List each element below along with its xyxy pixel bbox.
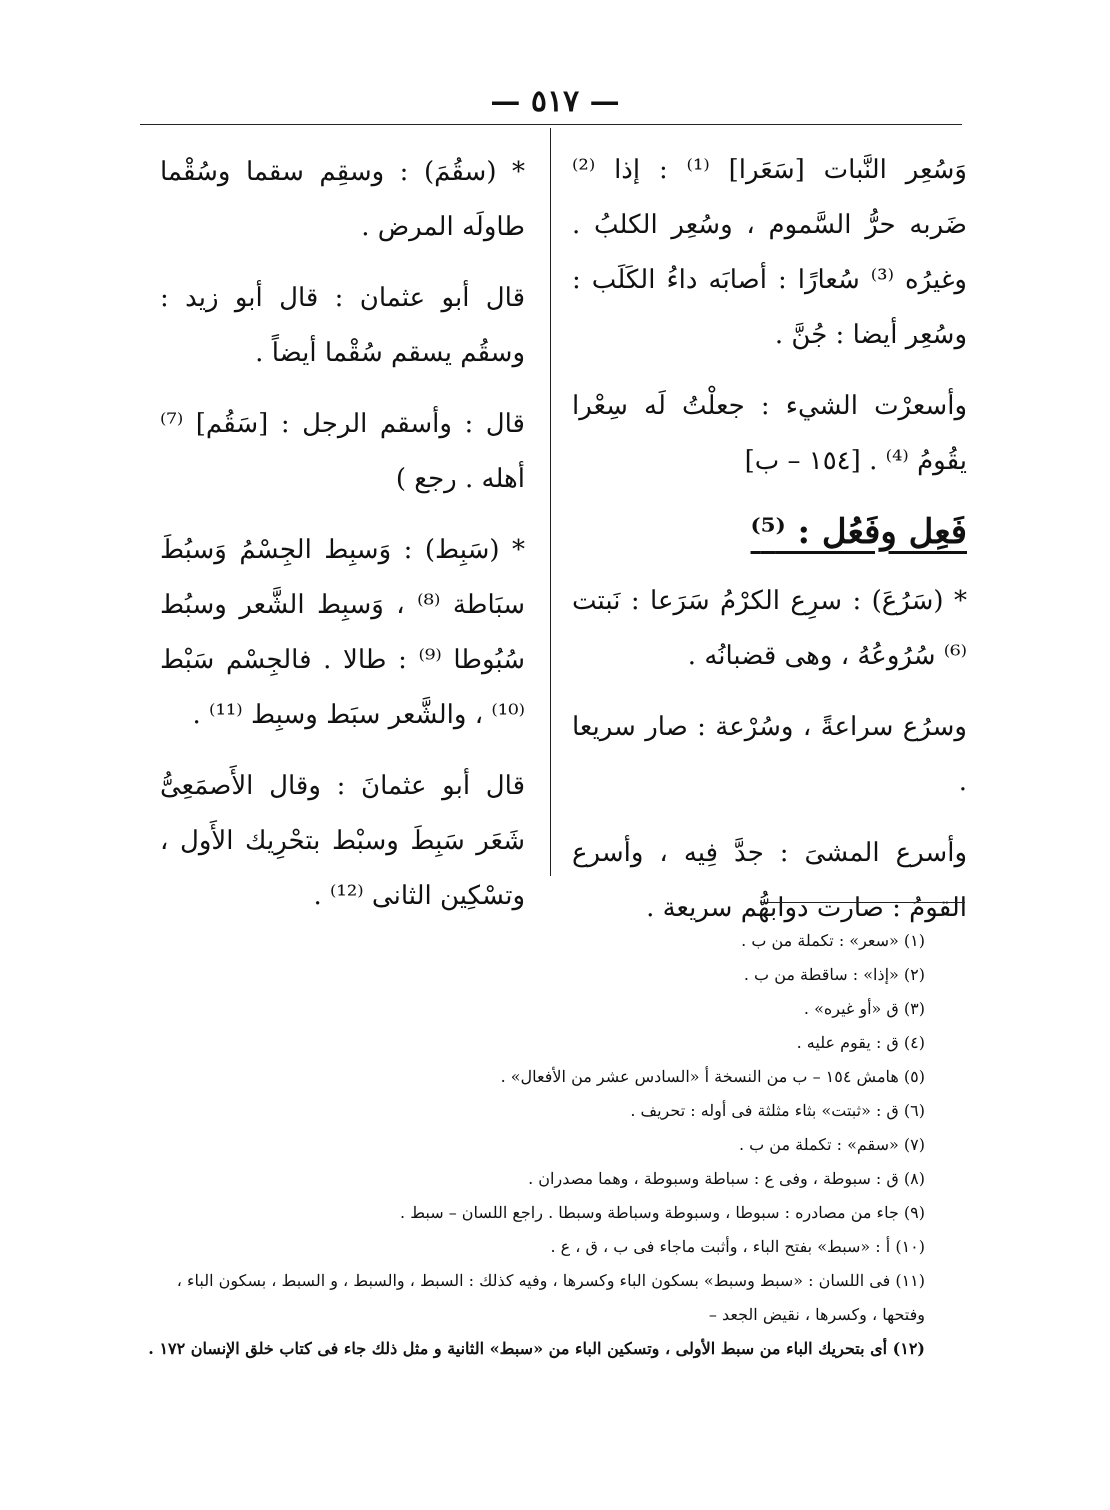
left-column: [160, 145, 525, 940]
paragraph: * (سَبِط) : وَسبِط الجِسْمُ وَسبُطَ سبَاطة ⁽⁸⁾ ، وَسبِط الشَّعر وسبُط سُبُوطا ⁽⁹⁾ : طالا . فالجِسْم سَبْط ⁽¹⁰⁾ ، والشَّعر سبَط وسبِط ⁽¹¹⁾ .: [160, 535, 526, 730]
footnote: (٤) ق : يقوم عليه .: [796, 1033, 925, 1052]
paragraph: * (سقُمَ) : وسقِم سقما وسُقْما طاولَه المرض .: [160, 157, 525, 242]
footnote: (١) «سعر» : تكملة من ب .: [741, 931, 925, 950]
footnotes: [140, 924, 925, 1366]
footnote-rule: [760, 902, 965, 903]
footnote: (٥) هامش ١٥٤ – ب من النسخة أ «السادس عشر من الأفعال» .: [500, 1067, 925, 1086]
footnote: (١٠) أ : «سبط» بفتح الباء ، وأثبت ماجاء فى ب ، ق ، ع .: [550, 1237, 925, 1256]
paragraph: * (سَرُعَ) : سرِع الكرْمُ سَرَعا : نَبتت ⁽⁶⁾ سُرُوعُهُ ، وهى قضبانُه .: [572, 586, 967, 671]
paragraph: قال : وأسقم الرجل : [سَقُم] ⁽⁷⁾ أهله . رجع ): [160, 409, 525, 494]
footnote: (٦) ق : «ثبتت» بثاء مثلثة فى أوله : تحريف .: [630, 1101, 925, 1120]
footnote: (٢) «إذا» : ساقطة من ب .: [743, 965, 925, 984]
footnote: (٧) «سقم» : تكملة من ب .: [738, 1135, 925, 1154]
paragraph: وَسُعِر النَّبات [سَعَرا] ⁽¹⁾ : إذا ⁽²⁾ ضَربه حرُّ السَّموم ، وسُعِر الكلبُ . وغيرُه ⁽³⁾ سُعارًا : أصابَه داءُ الكَلَب : وسُعِر أيضا : جُنَّ .: [572, 155, 967, 350]
footnote: (٣) ق «أو غيره» .: [803, 999, 925, 1018]
header-rule: [140, 124, 962, 125]
footnote: (١٢) أى بتحريك الباء من سبط الأولى ، وتسكين الباء من «سبط» الثانية و مثل ذلك جاء فى كتاب خلق الإنسان ١٧٢ .: [148, 1339, 925, 1358]
footnote: (١١) فى اللسان : «سبط وسبط» بسكون الباء وكسرها ، وفيه كذلك : السبط ، والسبط ، و السبط ، بسكون الباء ، وفتحها ، وكسرها ، نقيض الجعد –: [176, 1271, 925, 1324]
paragraph: وسرُع سراعةً ، وسُرْعة : صار سريعا .: [572, 712, 967, 797]
page-number: — ٥١٧ —: [490, 84, 620, 119]
paragraph: قال أبو عثمانَ : وقال الأَصمَعِىُّ شَعَر سَبِطَ وسبْط بتحْرِيك الأَول ، وتسْكِين الثانى ⁽¹²⁾ .: [160, 771, 525, 911]
right-column: [572, 143, 967, 952]
column-divider: [550, 128, 551, 876]
footnote: (٨) ق : سبوطة ، وفى ع : سباطة وسبوطة ، وهما مصدران .: [528, 1169, 925, 1188]
paragraph: وأسرع المشىَ : جدَّ فِيه ، وأسرع القومُ : صارت دوابهُّم سريعة .: [572, 838, 967, 923]
section-heading: فَعِل وفَعُل : ⁽⁵⁾: [750, 512, 967, 552]
paragraph: وأسعرْت الشيء : جعلْتُ لَه سِعْرا يقُومُ ⁽⁴⁾ . [١٥٤ – ب]: [572, 391, 967, 476]
paragraph: قال أبو عثمان : قال أبو زيد : وسقُم يسقم سُقْما أيضاً .: [160, 283, 525, 368]
footnote: (٩) جاء من مصادره : سبوطا ، وسبوطة وسباطة وسبطا . راجع اللسان – سبط .: [400, 1203, 925, 1222]
